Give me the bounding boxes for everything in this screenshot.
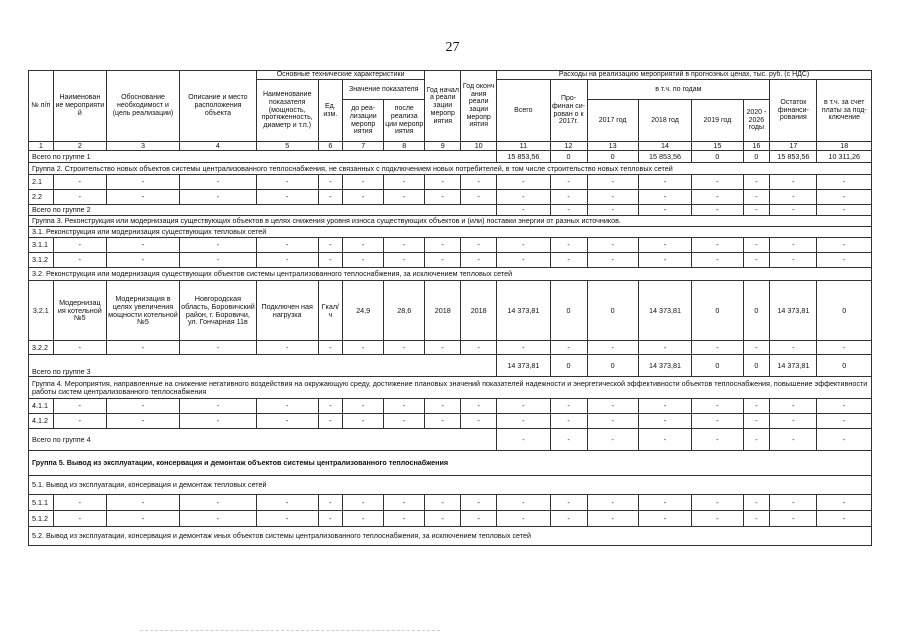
cell: - [318,175,343,190]
cell: - [53,175,106,190]
table-row [29,399,872,414]
header-after: после реализа ции меропр иятия [384,100,425,142]
cell: - [770,238,817,253]
cell: - [692,414,743,429]
cell: - [384,238,425,253]
cell: - [107,253,180,268]
group-3-title: Группа 3. Реконструкция или модернизация существующих объектов в целях снижения уровня износа существующих объектов и (или) поставки энергии от разных источников. [29,216,872,227]
cell: - [461,341,497,355]
row-number: 3.2.2 [29,341,54,355]
cell: - [497,414,550,429]
cell: - [343,175,384,190]
cell: - [497,205,550,216]
column-number: 18 [817,142,872,151]
value-after: 28,6 [384,281,425,341]
cell: - [587,253,638,268]
cell: - [550,495,587,511]
cell: - [425,175,461,190]
cell: - [384,511,425,527]
cell: - [384,190,425,205]
cell: - [587,495,638,511]
cell: - [817,190,872,205]
column-number: 4 [179,142,256,151]
table-row [29,281,872,341]
cell: - [343,495,384,511]
cell: - [461,190,497,205]
header-description: Описание и место расположения объекта [179,71,256,142]
cell: - [638,511,691,527]
row-number: 5.1.2 [29,511,54,527]
cell: - [53,190,106,205]
cell: - [318,414,343,429]
cell: - [256,495,318,511]
cell: 0 [587,355,638,377]
column-number: 8 [384,142,425,151]
row-number: 5.1.1 [29,495,54,511]
cell: - [770,341,817,355]
cell: 0 [550,151,587,163]
cell: - [318,341,343,355]
header-tech-group: Основные технические характеристики [256,71,424,80]
cell: - [587,341,638,355]
cell: - [770,429,817,451]
header-2019: 2019 год [692,100,743,142]
header-total: Всего [497,80,550,142]
cell: - [587,175,638,190]
group-heading-row [29,451,872,476]
cell: - [256,341,318,355]
header-year-end: Год оконч ания реали зации меропр иятия [461,71,497,142]
cell: - [318,238,343,253]
column-number: 6 [318,142,343,151]
cell: - [638,341,691,355]
table-row [29,190,872,205]
scan-artifact [140,630,440,632]
total-group-4-label: Всего по группе 4 [29,429,497,451]
column-number: 3 [107,142,180,151]
cell: 0 [587,281,638,341]
cell: - [692,190,743,205]
cell: - [425,341,461,355]
cell: - [53,414,106,429]
column-number: 1 [29,142,54,151]
unit: Гкал/ ч [318,281,343,341]
cell: - [107,495,180,511]
cell: - [587,238,638,253]
cell: 14 373,81 [638,355,691,377]
cell: 0 [587,151,638,163]
cell: - [692,253,743,268]
header-num: № п/п [29,71,54,142]
cell: - [107,341,180,355]
cell: 14 373,81 [770,281,817,341]
group-heading-row [29,377,872,399]
cell: - [425,253,461,268]
cell: - [770,414,817,429]
total-group-3-label: Всего по группе 3 [29,355,497,377]
cell: - [461,253,497,268]
cell: - [550,414,587,429]
cell: - [692,429,743,451]
subgroup-heading-row [29,268,872,281]
cell: - [770,175,817,190]
header-2020-2026: 2020 - 2026 годы [743,100,770,142]
cell: - [107,175,180,190]
cell: - [497,341,550,355]
table-row [29,205,872,216]
header-expenses-group: Расходы на реализацию мероприятий в прогнозных ценах, тыс. руб. (с НДС) [497,71,872,80]
cell: - [817,341,872,355]
cell: - [461,238,497,253]
cell: - [770,511,817,527]
cell: - [256,238,318,253]
cell: - [692,495,743,511]
value-before: 24,9 [343,281,384,341]
cell: - [587,205,638,216]
cell: 15 853,56 [638,151,691,163]
cell: - [497,429,550,451]
table-row [29,341,872,355]
cell: - [743,511,770,527]
cell: - [638,429,691,451]
cell: - [53,495,106,511]
subgroup-heading-row [29,527,872,546]
cell: - [743,399,770,414]
year-end: 2018 [461,281,497,341]
cell: - [550,399,587,414]
table-row [29,511,872,527]
row-number: 2.2 [29,190,54,205]
cell: - [497,495,550,511]
row-number: 4.1.1 [29,399,54,414]
cell: - [743,341,770,355]
cell: - [384,399,425,414]
column-number: 10 [461,142,497,151]
cell: - [179,495,256,511]
column-number: 13 [587,142,638,151]
header-2017: 2017 год [587,100,638,142]
column-number: 15 [692,142,743,151]
cell: - [638,238,691,253]
cell: - [692,205,743,216]
cell: - [587,429,638,451]
column-number: 5 [256,142,318,151]
cell: - [817,205,872,216]
cell: - [107,511,180,527]
subgroup-heading-row [29,227,872,238]
investment-table [28,70,872,546]
header-remaining: Остаток финанси- рования [770,80,817,142]
cell: - [179,253,256,268]
subgroup-3-1-title: 3.1. Реконструкция или модернизация существующих тепловых сетей [29,227,872,238]
column-numbers-row [29,142,872,151]
cell: - [425,511,461,527]
cell: - [179,190,256,205]
row-number: 3.1.1 [29,238,54,253]
indicator-name: Подключен ная нагрузка [256,281,318,341]
measure-description: Новгородская область, Боровичский район, г. Боровичи, ул. Гончарная 11в [179,281,256,341]
cell: - [550,253,587,268]
cell: 0 [743,355,770,377]
cell: - [770,205,817,216]
cell: - [550,190,587,205]
cell: - [425,238,461,253]
cell: - [817,495,872,511]
cell: 0 [743,281,770,341]
subgroup-heading-row [29,476,872,495]
header-unit: Ед. изм. [318,80,343,142]
cell: - [53,399,106,414]
table-row [29,253,872,268]
row-number: 3.2.1 [29,281,54,341]
cell: - [107,414,180,429]
table-row [29,151,872,163]
cell: - [107,399,180,414]
cell: - [817,253,872,268]
cell: - [743,414,770,429]
cell: - [587,190,638,205]
cell: - [587,399,638,414]
cell: - [384,495,425,511]
cell: - [343,414,384,429]
cell: 15 853,56 [497,151,550,163]
cell: - [587,511,638,527]
cell: 0 [817,281,872,341]
header-indicator-name: Наименование показателя (мощность, протяженность, диаметр и т.п.) [256,80,318,142]
cell: 0 [692,151,743,163]
group-4-title: Группа 4. Мероприятия, направленные на снижение негативного воздействия на окружающую среду, достижение плановых значений показателей надежности и энергетической эффективности объектов теплоснабжения, повышение эффективности работы систем централизованного теплоснабжения [29,377,872,399]
cell: - [53,341,106,355]
cell: - [343,190,384,205]
cell: - [384,414,425,429]
cell: - [770,495,817,511]
cell: 0 [817,355,872,377]
cell: 0 [692,281,743,341]
cell: - [384,175,425,190]
cell: 0 [743,151,770,163]
measure-name: Модернизац ия котельной №5 [53,281,106,341]
column-number: 16 [743,142,770,151]
cell: - [550,429,587,451]
column-number: 2 [53,142,106,151]
row-number: 4.1.2 [29,414,54,429]
cell: - [817,399,872,414]
cell: - [256,190,318,205]
header-year-start: Год начал а реали зации меропр иятия [425,71,461,142]
cell: - [425,399,461,414]
cell: - [425,414,461,429]
group-2-title: Группа 2. Строительство новых объектов системы централизованного теплоснабжения, не связанных с подключением новых потребителей, в том числе строительство новых тепловых сетей [29,163,872,175]
row-number: 3.1.2 [29,253,54,268]
header-connection-fee: в т.ч. за счет платы за под- ключение [817,80,872,142]
column-number: 7 [343,142,384,151]
table-row [29,495,872,511]
cell: - [53,238,106,253]
cell: 10 311,26 [817,151,872,163]
table-row [29,355,872,377]
cell: - [692,175,743,190]
group-5-title: Группа 5. Вывод из эксплуатации, консервация и демонтаж объектов системы централизованного теплоснабжения [29,451,872,476]
cell: - [384,341,425,355]
header-prefinanced: Про- финан си- рован о к 2017г. [550,80,587,142]
header-justification: Обоснование необходимост и (цель реализации) [107,71,180,142]
cell: - [318,495,343,511]
header-value-group: Значение показателя [343,80,425,100]
subgroup-3-2-title: 3.2. Реконструкция или модернизация существующих объектов системы централизованного теплоснабжения, за исключением тепловых сетей [29,268,872,281]
cell: - [817,238,872,253]
cell: - [770,253,817,268]
cell: - [550,341,587,355]
group-heading-row [29,216,872,227]
total-group-1-label: Всего по группе 1 [29,151,497,163]
cell: - [692,341,743,355]
cell: - [817,175,872,190]
cell: - [692,399,743,414]
cell: - [461,414,497,429]
cell: - [318,399,343,414]
table-row [29,429,872,451]
cell: - [638,175,691,190]
cell: - [550,511,587,527]
cell: - [497,253,550,268]
cell: - [743,238,770,253]
cell: - [497,190,550,205]
cell: - [425,190,461,205]
column-number: 17 [770,142,817,151]
cell: - [107,238,180,253]
column-number: 9 [425,142,461,151]
group-heading-row [29,163,872,175]
cell: - [638,495,691,511]
cell: - [817,429,872,451]
cell: - [461,175,497,190]
cell: 15 853,56 [770,151,817,163]
table-row [29,238,872,253]
cell: - [384,253,425,268]
cell: 14 373,81 [638,281,691,341]
cell: - [497,399,550,414]
cell: - [497,175,550,190]
cell: - [343,253,384,268]
cell: - [638,399,691,414]
cell: - [461,495,497,511]
header-by-years: в т.ч. по годам [587,80,770,100]
cell: - [256,511,318,527]
cell: - [743,429,770,451]
header-name: Наименован ие мероприяти й [53,71,106,142]
cell: - [343,511,384,527]
column-number: 12 [550,142,587,151]
cell: 14 373,81 [770,355,817,377]
cell: - [743,495,770,511]
cell: - [343,238,384,253]
cell: - [587,414,638,429]
cell: - [461,511,497,527]
cell: - [343,399,384,414]
cell: - [638,414,691,429]
cell: - [179,341,256,355]
cell: - [179,511,256,527]
cell: 0 [550,281,587,341]
cell: - [743,253,770,268]
table-row [29,175,872,190]
cell: - [550,238,587,253]
cell: - [550,205,587,216]
subgroup-5-1-title: 5.1. Вывод из эксплуатации, консервация и демонтаж тепловых сетей [29,476,872,495]
cell: - [256,399,318,414]
cell: - [692,238,743,253]
total-group-2-label: Всего по группе 2 [29,205,497,216]
cell: - [179,399,256,414]
cell: - [318,253,343,268]
page-number: 27 [445,40,460,55]
header-before: до реа- лизации меропр иятия [343,100,384,142]
subgroup-5-2-title: 5.2. Вывод из эксплуатации, консервация и демонтаж иных объектов системы централизованного теплоснабжения, за исключением тепловых сетей [29,527,872,546]
header-2018: 2018 год [638,100,691,142]
column-number: 11 [497,142,550,151]
cell: - [107,190,180,205]
year-start: 2018 [425,281,461,341]
cell: - [179,238,256,253]
cell: - [817,414,872,429]
cell: - [638,253,691,268]
measure-justification: Модернизация в целях увеличения мощности котельной №5 [107,281,180,341]
cell: - [53,511,106,527]
cell: - [497,511,550,527]
cell: - [743,190,770,205]
cell: 0 [692,355,743,377]
cell: - [256,414,318,429]
cell: - [256,253,318,268]
cell: 0 [550,355,587,377]
cell: - [770,399,817,414]
cell: - [743,205,770,216]
cell: - [638,190,691,205]
table-row [29,414,872,429]
cell: 14 373,81 [497,355,550,377]
cell: - [318,511,343,527]
cell: - [343,341,384,355]
cell: - [770,190,817,205]
column-number: 14 [638,142,691,151]
cell: - [179,414,256,429]
cell: - [461,399,497,414]
cell: 14 373,81 [497,281,550,341]
cell: - [256,175,318,190]
cell: - [425,495,461,511]
cell: - [497,238,550,253]
cell: - [638,205,691,216]
cell: - [179,175,256,190]
cell: - [550,175,587,190]
row-number: 2.1 [29,175,54,190]
cell: - [743,175,770,190]
cell: - [692,511,743,527]
cell: - [53,253,106,268]
cell: - [318,190,343,205]
cell: - [817,511,872,527]
